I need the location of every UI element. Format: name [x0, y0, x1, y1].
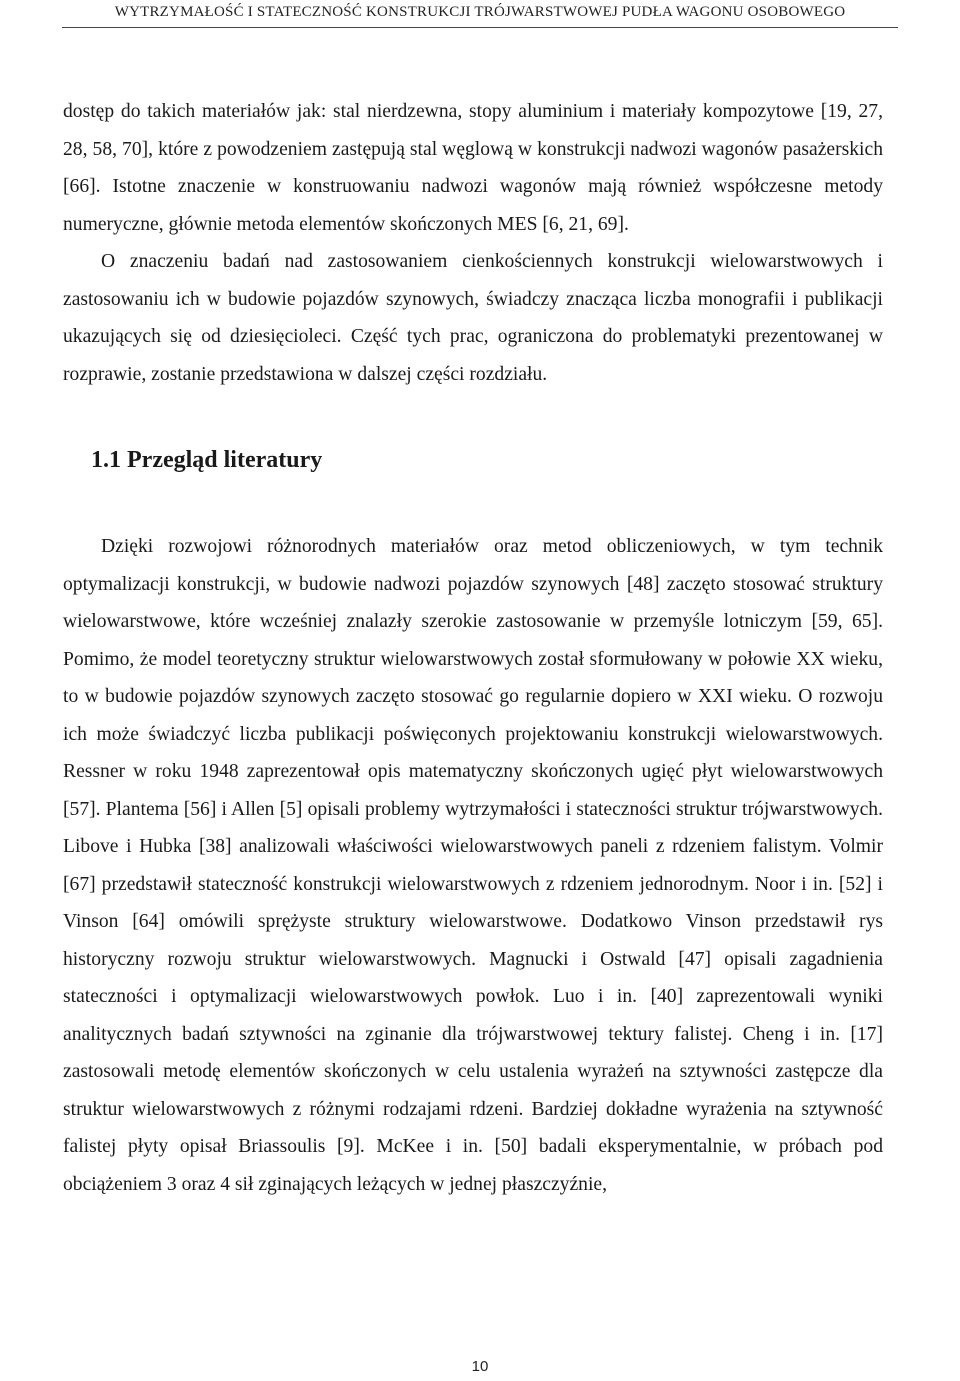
- header-divider: [62, 27, 898, 28]
- page-footer: [0, 1358, 960, 1376]
- running-header: [0, 0, 960, 30]
- page-body: [63, 93, 883, 1203]
- running-header-title: WYTRZYMAŁOŚĆ I STATECZNOŚĆ KONSTRUKCJI TRÓJWARSTWOWEJ PUDŁA WAGONU OSOBOWEGO: [114, 4, 846, 20]
- section-heading: 1.1 Przegląd literatury: [91, 447, 323, 473]
- paragraph-literature-review: Dzięki rozwojowi różnorodnych materiałów oraz metod obliczeniowych, w tym technik optymalizacji konstrukcji, w budowie nadwozi pojazdów szynowych [48] zaczęto stosować struktury wielowarstwowe, które wcześniej znalazły szerokie zastosowanie w przemyśle lotniczym [59, 65]. Pomimo, że model teoretyczny struktur wielowarstwowych został sformułowany w połowie XX wieku, to w budowie pojazdów szynowych zaczęto stosować go regularnie dopiero w XXI wieku. O rozwoju ich może świadczyć liczba publikacji poświęconych projektowaniu konstrukcji wielowarstwowych. Ressner w roku 1948 zaprezentował opis matematyczny skończonych ugięć płyt wielowarstwowych [57]. Plantema [56] i Allen [5] opisali problemy wytrzymałości i stateczności struktur trójwarstwowych. Libove i Hubka [38] analizowali właściwości wielowarstwowych paneli z rdzeniem falistym. Volmir [67] przedstawił stateczność konstrukcji wielowarstwowych z rdzeniem jednorodnym. Noor i in. [52] i Vinson [64] omówili sprężyste struktury wielowarstwowe. Dodatkowo Vinson przedstawił rys historyczny rozwoju struktur wielowarstwowych. Magnucki i Ostwald [47] opisali zagadnienia stateczności i optymalizacji wielowarstwowych powłok. Luo i in. [40] zaprezentowali wyniki analitycznych badań sztywności na zginanie dla trójwarstwowej tektury falistej. Cheng i in. [17] zastosowali metodę elementów skończonych w celu ustalenia wyrażeń na sztywności zastępcze dla struktur wielowarstwowych z różnymi rodzajami rdzeni. Bardziej dokładne wyrażenia na sztywność falistej płyty opisał Briassoulis [9]. McKee i in. [50] badali eksperymentalnie, w próbach pod obciążeniem 3 oraz 4 sił zginających leżących w jednej płaszczyźnie,: [63, 536, 883, 1195]
- paragraph-continued: dostęp do takich materiałów jak: stal nierdzewna, stopy aluminium i materiały kompozytowe [19, 27, 28, 58, 70], które z powodzeniem zastępują stal węglową w konstrukcji nadwozi wagonów pasażerskich [66]. Istotne znaczenie w konstruowaniu nadwozi wagonów mają również współczesne metody numeryczne, głównie metoda elementów skończonych MES [6, 21, 69].: [63, 101, 883, 235]
- paragraph-significance: O znaczeniu badań nad zastosowaniem cienkościennych konstrukcji wielowarstwowych i zastosowaniu ich w budowie pojazdów szynowych, świadczy znacząca liczba monografii i publikacji ukazujących się od dziesięcioleci. Część tych prac, ograniczona do problematyki prezentowanej w rozprawie, zostanie przedstawiona w dalszej części rozdziału.: [63, 251, 883, 385]
- page-number: 10: [471, 1358, 489, 1375]
